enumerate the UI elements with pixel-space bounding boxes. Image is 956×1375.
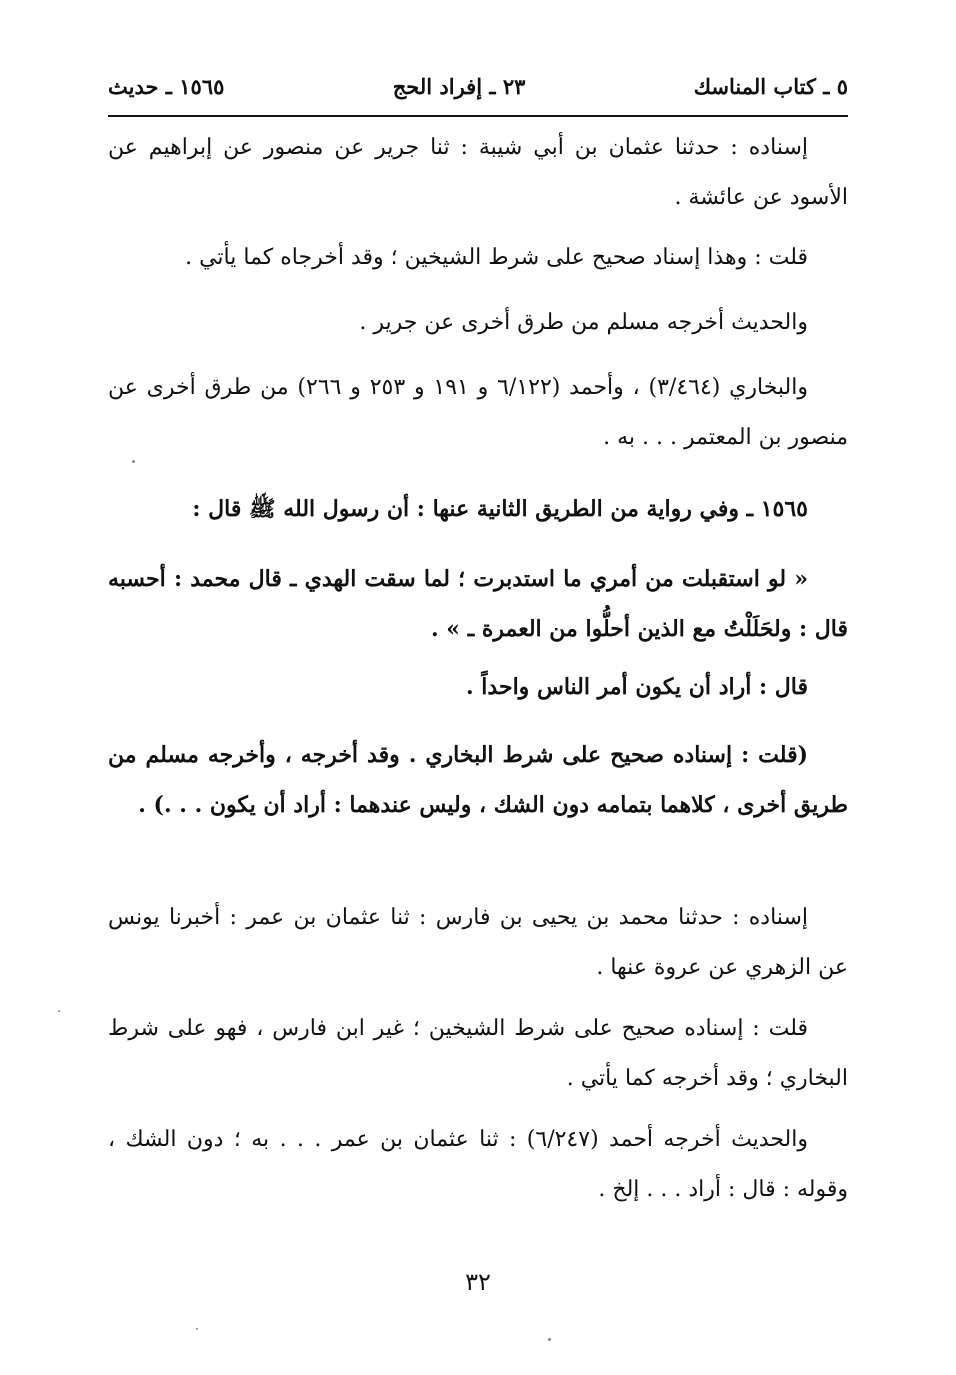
page-number: ٣٢ [465,1268,491,1296]
paragraph-comment-1: قلت : وهذا إسناد صحيح على شرط الشيخين ؛ وقد أخرجاه كما يأتي . [185,245,808,270]
scan-speck [196,1328,198,1330]
paragraph-takhrij-3: والحديث أخرجه أحمد (٦/٢٤٧) : ثنا عثمان بن عمر . . . به ؛ دون الشك ، وقوله : قال : أراد . . . إلخ . [108,1127,848,1202]
paragraph-isnad-2: إسناده : حدثنا محمد بن يحيى بن فارس : ثنا عثمان بن عمر : أخبرنا يونس عن الزهري عن عروة عنها . [108,905,848,980]
paragraph-isnad-1: إسناده : حدثنا عثمان بن أبي شيبة : ثنا جرير عن منصور عن إبراهيم عن الأسود عن عائشة . [108,135,848,210]
scan-speck [132,460,135,463]
header-chapter: ٥ ـ كتاب المناسك [693,73,848,99]
scan-speck [548,1338,551,1341]
hadith-heading: ١٥٦٥ ـ وفي رواية من الطريق الثانية عنها : أن رسول الله ﷺ قال : [192,496,808,522]
grading-note: (قلت : إسناده صحيح على شرط البخاري . وقد أخرجه ، وأخرجه مسلم من طريق أخرى ، كلاهما بتمامه دون الشك ، وليس عندهما : أراد أن يكون . . .) . [108,742,848,818]
running-header [108,66,848,106]
paragraph-takhrij-1: والحديث أخرجه مسلم من طرق أخرى عن جرير . [359,310,808,335]
paragraph-takhrij-2: والبخاري (٣/٤٦٤) ، وأحمد (٦/١٢٢ و ١٩١ و ٢٥٣ و ٢٦٦) من طرق أخرى عن منصور بن المعتمر . . . به . [108,375,848,450]
header-section: ٢٣ ـ إفراد الحج [392,73,526,99]
scan-speck [58,1010,60,1012]
paragraph-comment-2: قلت : إسناده صحيح على شرط الشيخين ؛ غير ابن فارس ، فهو على شرط البخاري ؛ وقد أخرجه كما يأتي . [108,1016,848,1091]
hadith-text: « لو استقبلت من أمري ما استدبرت ؛ لما سقت الهدي ـ قال محمد : أحسبه قال : ولحَلَلْتُ مع الذين أحلُّوا من العمرة ـ » . [108,566,848,642]
header-hadith-number: ١٥٦٥ ـ حديث [108,73,225,99]
hadith-note: قال : أراد أن يكون أمر الناس واحداً . [465,674,808,700]
header-rule [108,115,848,117]
